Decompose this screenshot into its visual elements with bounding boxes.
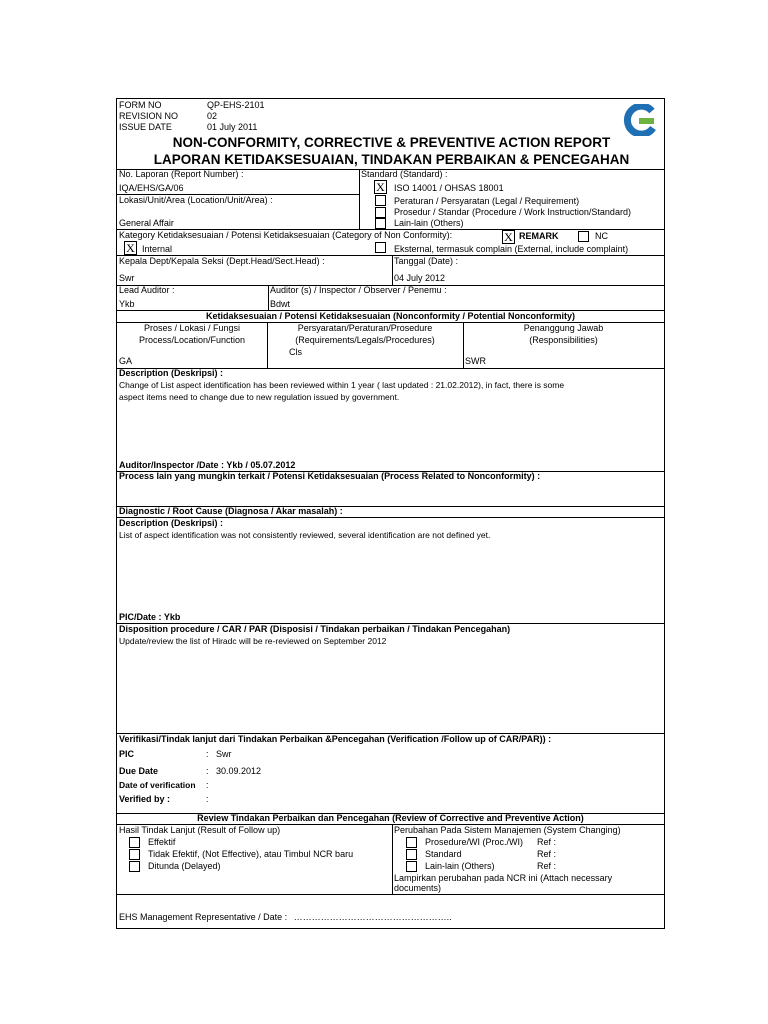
date-verification-label: Date of verification [119,780,196,790]
nonconformity-heading: Ketidaksesuaian / Potensi Ketidaksesuaian (Nonconformity / Potential Nonconformity) [205,311,576,321]
report-number-value[interactable]: IQA/EHS/GA/06 [119,183,184,193]
effective-label: Effektif [148,837,176,847]
description-line2[interactable]: aspect items need to change due to new regulation issued by government. [119,392,400,402]
auditors-label: Auditor (s) / Inspector / Observer / Penemu : [270,285,447,295]
proc-wi-label: Prosedure/WI (Proc./WI) [425,837,524,847]
category-internal-checkbox[interactable]: X [124,241,137,255]
dept-head-label: Kepala Dept/Kepala Seksi (Dept.Head/Sect.Head) : [119,256,325,266]
disposition-text[interactable]: Update/review the list of Hiradc will be re-reviewed on September 2012 [119,636,387,646]
date-verification-colon: : [206,780,209,790]
nc-checkbox[interactable] [578,231,589,242]
description-line1[interactable]: Change of List aspect identification has been reviewed within 1 year ( last updated : 21.02.2012), in fact, there is some [119,380,565,390]
verified-by-colon: : [206,794,209,804]
standard-legal-checkbox[interactable] [375,195,386,206]
verification-pic-colon: : [206,749,209,759]
verified-by-label: Verified by : [119,794,171,804]
not-effective-label: Tidak Efektif, (Not Effective), atau Timbul NCR baru [148,849,354,859]
system-changing-label: Perubahan Pada Sistem Manajemen (System Changing) [394,825,621,835]
standard-procedure-label: Prosedur / Standar (Procedure / Work Instruction/Standard) [394,207,631,217]
due-date-label: Due Date [119,766,159,776]
followup-label: Hasil Tindak Lanjut (Result of Follow up) [119,825,281,835]
verification-pic-label: PIC [119,749,135,759]
col2-header-line1: Persyaratan/Peraturan/Prosedure [297,323,433,333]
revision-label: REVISION NO [119,111,179,121]
col2-header-line2: (Requirements/Legals/Procedures) [295,335,435,345]
ehs-rep-dots[interactable]: …………………………………………….. [293,912,452,922]
nc-label: NC [595,231,608,241]
col3-header-line1: Penanggung Jawab [523,323,604,333]
standard-iso-checkbox[interactable]: X [374,180,387,194]
standard-label: Standard (Standard) : [361,169,448,179]
standard-iso-label: ISO 14001 / OHSAS 18001 [394,183,504,193]
review-heading: Review Tindakan Perbaikan dan Pencegahan (Review of Corrective and Preventive Action) [197,813,584,823]
pic-date-line: PIC/Date : Ykb [119,612,181,622]
col1-header-line2: Process/Location/Function [138,335,246,345]
remark-label: REMARK [519,231,559,241]
location-label: Lokasi/Unit/Area (Location/Unit/Area) : [119,195,273,205]
category-external-label: Eksternal, termasuk complain (External, include complaint) [394,244,629,254]
category-internal-label: Internal [142,244,173,254]
col1-value[interactable]: GA [119,356,133,366]
others-change-label: Lain-lain (Others) [425,861,495,871]
others-change-checkbox[interactable] [406,861,417,872]
proc-wi-checkbox[interactable] [406,837,417,848]
disposition-label: Disposition procedure / CAR / PAR (Disposisi / Tindakan perbaikan / Tindakan Pencegahan) [119,624,511,634]
root-cause-text[interactable]: List of aspect identification was not consistently reviewed, several identification are not defined yet. [119,530,491,540]
ncr-form [116,98,665,929]
dept-head-value[interactable]: Swr [119,273,135,283]
auditors-value[interactable]: Bdwt [270,299,291,309]
others-change-ref[interactable]: Ref : [537,861,557,871]
col2-value[interactable]: Cls [289,347,302,357]
delayed-checkbox[interactable] [129,861,140,872]
col3-value[interactable]: SWR [465,356,486,366]
title-indonesian: LAPORAN KETIDAKSESUAIAN, TINDAKAN PERBAIKAN & PENCEGAHAN [153,152,630,167]
lead-auditor-label: Lead Auditor : [119,285,175,295]
not-effective-checkbox[interactable] [129,849,140,860]
standard-change-checkbox[interactable] [406,849,417,860]
auditor-date-line: Auditor/Inspector /Date : Ykb / 05.07.2012 [119,460,296,470]
ehs-rep-text: EHS Management Representative / Date : [119,912,288,922]
attach-line1: Lampirkan perubahan pada NCR ini (Attach necessary [394,873,613,883]
issue-date-value: 01 July 2011 [207,122,258,132]
col3-header-line2: (Responsibilities) [529,335,598,345]
ehs-rep-label [119,912,452,923]
proc-wi-ref[interactable]: Ref : [537,837,557,847]
category-external-checkbox[interactable] [375,242,386,253]
date-label: Tanggal (Date) : [394,256,459,266]
issue-date-label: ISSUE DATE [119,122,172,132]
company-logo [620,104,658,136]
title-english: NON-CONFORMITY, CORRECTIVE & PREVENTIVE ACTION REPORT [172,135,611,150]
root-cause-label: Diagnostic / Root Cause (Diagnosa / Akar masalah) : [119,506,343,516]
revision-value: 02 [207,111,218,121]
delayed-label: Ditunda (Delayed) [148,861,221,871]
remark-checkbox[interactable]: X [502,230,515,244]
due-date-value[interactable]: 30.09.2012 [216,766,262,776]
form-no-label: FORM NO [119,100,162,110]
standard-others-label: Lain-lain (Others) [394,218,464,228]
form-no-value: QP-EHS-2101 [207,100,265,110]
date-value[interactable]: 04 July 2012 [394,273,446,283]
due-date-colon: : [206,766,209,776]
lead-auditor-value[interactable]: Ykb [119,299,135,309]
col1-header-line1: Proses / Lokasi / Fungsi [143,323,241,333]
report-number-label: No. Laporan (Report Number) : [119,169,244,179]
attach-line2: documents) [394,883,442,893]
description-label: Description (Deskripsi) : [119,368,224,378]
verification-label: Verifikasi/Tindak lanjut dari Tindakan Perbaikan &Pencegahan (Verification /Follow up of CAR/PAR)) : [119,734,552,744]
location-value[interactable]: General Affair [119,218,174,228]
category-label: Kategory Ketidaksesuaian / Potensi Ketidaksesuaian (Category of Non Conformity): [119,230,453,240]
standard-procedure-checkbox[interactable] [375,207,386,218]
standard-others-checkbox[interactable] [375,218,386,229]
verification-pic-value[interactable]: Swr [216,749,232,759]
process-related-label: Process lain yang mungkin terkait / Potensi Ketidaksesuaian (Process Related to Nonconformity) : [119,471,541,481]
standard-change-ref[interactable]: Ref : [537,849,557,859]
root-cause-desc-label: Description (Deskripsi) : [119,518,224,528]
effective-checkbox[interactable] [129,837,140,848]
standard-legal-label: Peraturan / Persyaratan (Legal / Requirement) [394,196,580,206]
standard-change-label: Standard [425,849,462,859]
